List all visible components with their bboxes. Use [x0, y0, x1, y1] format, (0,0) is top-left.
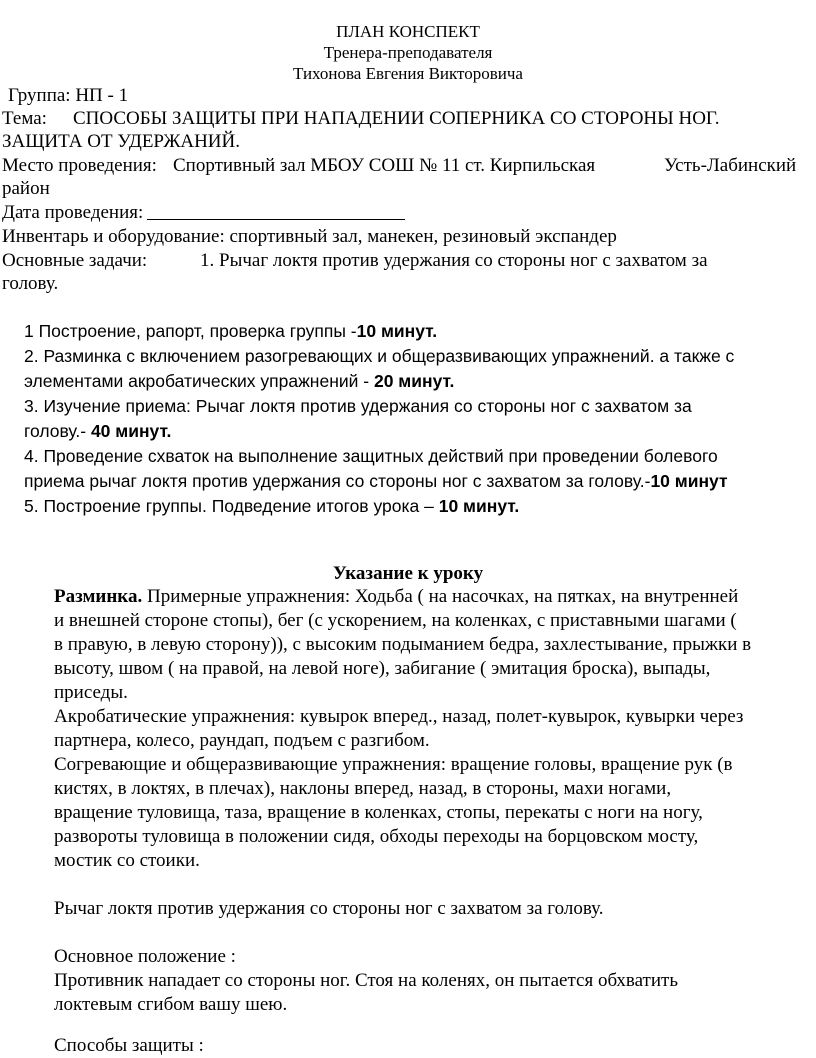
document-title: ПЛАН КОНСПЕКТ [336, 22, 480, 41]
technique-title: Рычаг локтя против удержания со стороны ног с захватом за голову. [54, 898, 604, 919]
coach-name: Тихонова Евгения Викторовича [293, 64, 523, 83]
plan-item-text: 1 Построение, рапорт, проверка группы - [24, 321, 357, 341]
equipment-line: Инвентарь и оборудование: спортивный зал, манекен, резиновый экспандер [2, 226, 617, 247]
venue-district: Усть-Лабинский [664, 155, 797, 176]
plan-item-5 [24, 494, 519, 518]
position-line-1: Противник нападает со стороны ног. Стоя на коленях, он пытается обхватить [54, 970, 678, 991]
general-line-4: развороты туловища в положении сидя, обходы переходы на борцовском мосту, [54, 826, 699, 847]
plan-item-2-line-1: 2. Разминка с включением разогревающих и общеразвивающих упражнений. а также с [24, 346, 735, 366]
date-label: Дата проведения: [2, 202, 144, 223]
topic-line-2: ЗАЩИТА ОТ УДЕРЖАНИЙ. [2, 131, 240, 152]
venue-line-2: район [2, 178, 50, 199]
plan-item-text: 5. Построение группы. Подведение итогов урока – [24, 496, 439, 516]
plan-item-4-line-1: 4. Проведение схваток на выполнение защитных действий при проведении болевого [24, 446, 718, 466]
warmup-line-4: высоту, швом ( на правой, на левой ноге), забигание ( эмитация броска), выпады, [54, 658, 711, 679]
plan-item-4-line-2 [24, 469, 728, 493]
general-line-5: мостик со стоики. [54, 850, 200, 871]
general-line-1: Согревающие и общеразвивающие упражнения: вращение головы, вращение рук (в [54, 754, 733, 775]
general-line-2: кистях, в локтях, в плечах), наклоны вперед, назад, в стороны, махи ногами, [54, 778, 672, 799]
position-label: Основное положение : [54, 946, 236, 967]
topic-line-1: СПОСОБЫ ЗАЩИТЫ ПРИ НАПАДЕНИИ СОПЕРНИКА СО СТОРОНЫ НОГ. [73, 108, 720, 129]
warmup-label: Разминка. [54, 586, 143, 607]
warmup-line-2: и внешней стороне стопы), бег (с ускорением, на коленках, с приставными шагами ( [54, 610, 737, 631]
topic-label: Тема: [2, 108, 47, 129]
plan-item-time: 40 минут. [90, 421, 172, 441]
document-subtitle: Тренера-преподавателя [323, 43, 493, 62]
date-line [2, 201, 405, 225]
plan-item-text: элементами акробатических упражнений - [24, 371, 374, 391]
warmup-line-3: в правую, в левую сторону)), с высоким подыманием бедра, захлестывание, прыжки в [54, 634, 752, 655]
acro-line-2: партнера, колесо, раундап, подъем с разгибом. [54, 730, 430, 751]
plan-item-2-line-2 [24, 369, 454, 393]
acro-line-1: Акробатические упражнения: кувырок вперед., назад, полет-кувырок, кувырки через [54, 706, 744, 727]
plan-item-text: голову.- [24, 421, 91, 441]
warmup-line-1 [54, 585, 738, 609]
venue-label: Место проведения: [2, 155, 157, 176]
venue-line-1: Спортивный зал МБОУ СОШ № 11 ст. Кирпильская [173, 155, 596, 176]
plan-item-text: приема рычаг локтя против удержания со стороны ног с захватом за голову.- [24, 471, 651, 491]
plan-item-time: 10 минут. [356, 321, 438, 341]
guidance-heading: Указание к уроку [332, 563, 484, 584]
plan-item-3-line-2 [24, 419, 171, 443]
warmup-line-5: приседы. [54, 682, 128, 703]
tasks-line-1: 1. Рычаг локтя против удержания со стороны ног с захватом за [200, 250, 708, 271]
plan-item-time: 10 минут [650, 471, 728, 491]
date-blank-underline [147, 202, 405, 220]
defense-label: Способы защиты : [54, 1035, 204, 1056]
warmup-text: Примерные упражнения: Ходьба ( на насочках, на пятках, на внутренней [142, 586, 739, 607]
tasks-label: Основные задачи: [2, 250, 148, 271]
tasks-line-2: голову. [2, 273, 59, 294]
position-line-2: локтевым сгибом вашу шею. [54, 994, 288, 1015]
plan-item-3-line-1: 3. Изучение приема: Рычаг локтя против удержания со стороны ног с захватом за [24, 396, 692, 416]
plan-item-time: 10 минут. [438, 496, 520, 516]
plan-item-1 [24, 319, 437, 343]
group-line: Группа: НП - 1 [8, 85, 129, 106]
general-line-3: вращение туловища, таза, вращение в коленках, стопы, перекаты с ноги на ногу, [54, 802, 703, 823]
plan-item-time: 20 минут. [373, 371, 455, 391]
